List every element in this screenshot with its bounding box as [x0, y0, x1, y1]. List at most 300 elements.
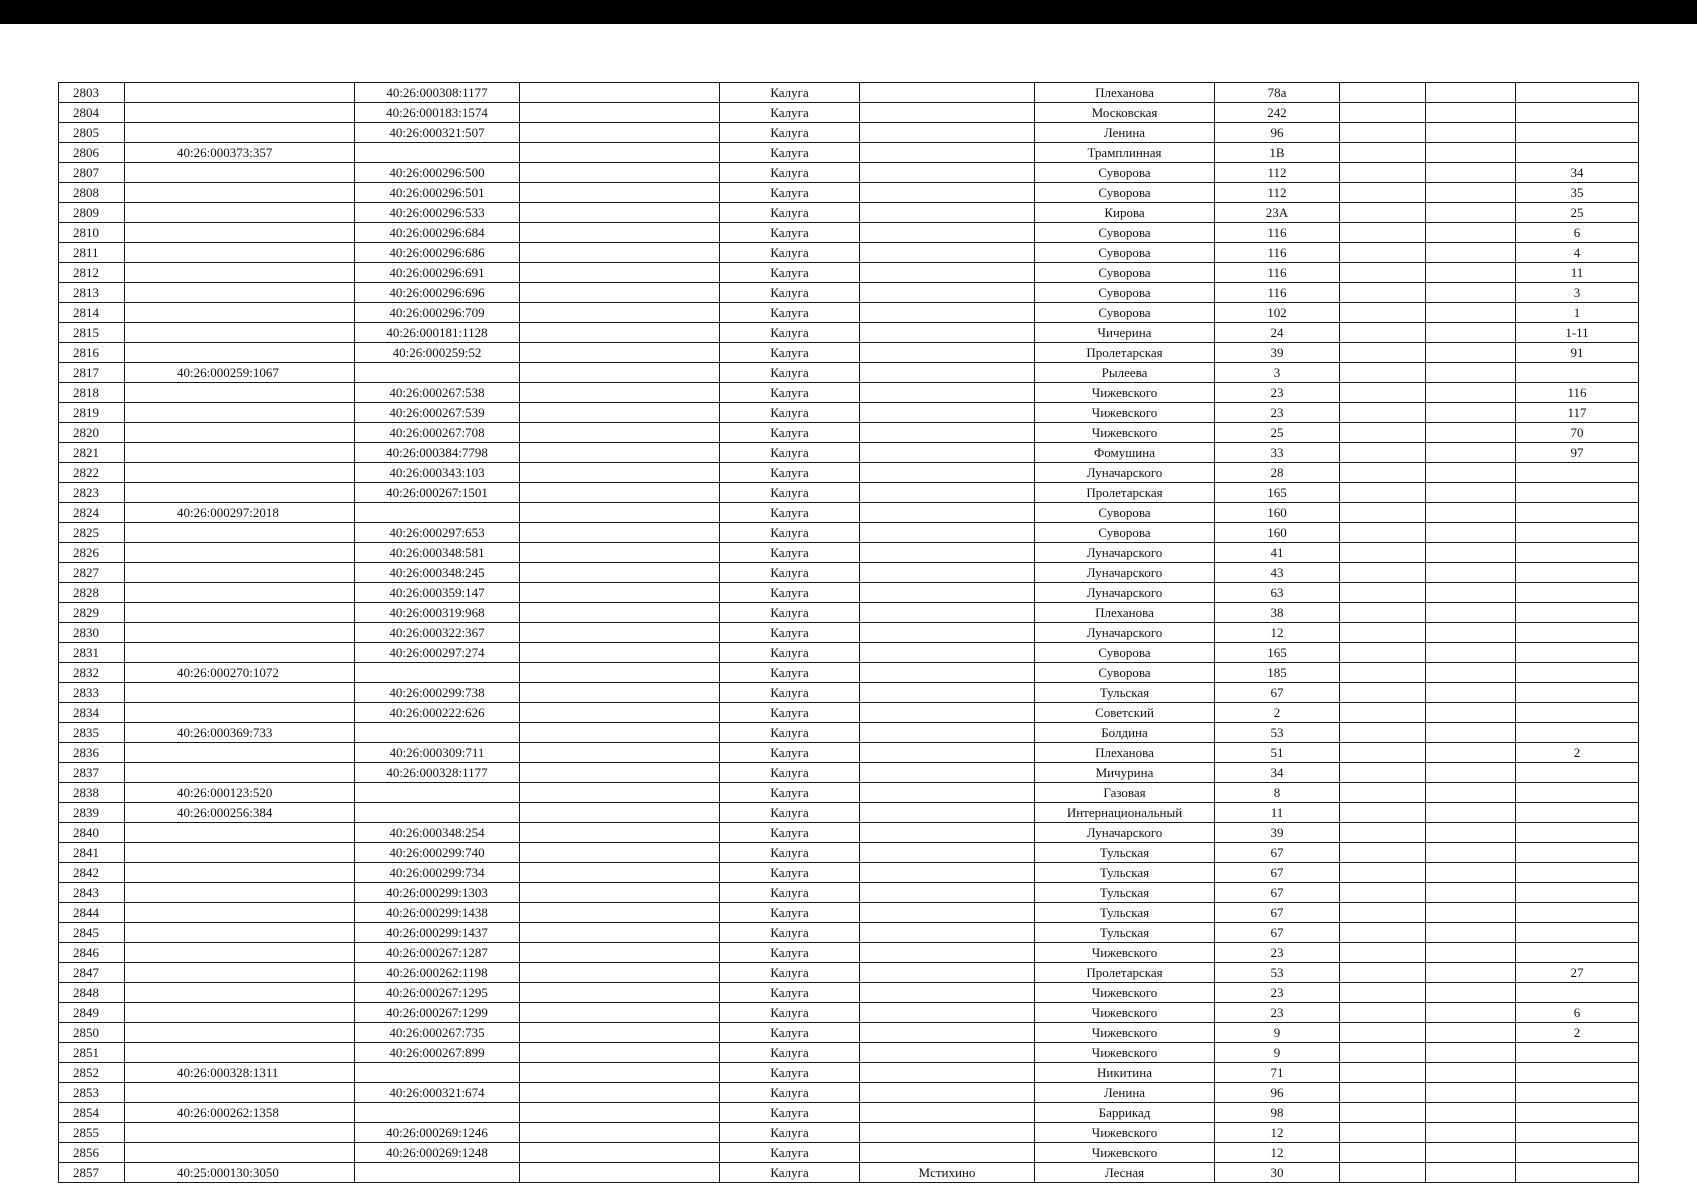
locality-cell	[860, 143, 1035, 163]
city-cell: Калуга	[720, 283, 860, 303]
empty-cell	[1340, 583, 1426, 603]
locality-cell	[860, 203, 1035, 223]
empty-cell	[520, 283, 720, 303]
empty-cell	[520, 703, 720, 723]
empty-cell	[520, 583, 720, 603]
empty-cell	[1426, 923, 1516, 943]
empty-cell	[1340, 1043, 1426, 1063]
street-cell: Суворова	[1035, 243, 1215, 263]
table-row	[59, 563, 1639, 583]
cadastral-number-secondary-cell: 40:26:000299:1437	[355, 923, 520, 943]
cadastral-number-secondary-cell: 40:26:000267:1299	[355, 1003, 520, 1023]
apartment-number-cell	[1516, 923, 1639, 943]
locality-cell	[860, 103, 1035, 123]
empty-cell	[1426, 383, 1516, 403]
row-number-cell: 2841	[59, 843, 125, 863]
row-number-cell: 2857	[59, 1163, 125, 1183]
row-number-cell: 2829	[59, 603, 125, 623]
apartment-number-cell: 2	[1516, 743, 1639, 763]
row-number-cell: 2814	[59, 303, 125, 323]
row-number-cell: 2820	[59, 423, 125, 443]
apartment-number-cell: 116	[1516, 383, 1639, 403]
empty-cell	[1340, 183, 1426, 203]
city-cell: Калуга	[720, 703, 860, 723]
cadastral-number-secondary-cell: 40:26:000348:245	[355, 563, 520, 583]
house-number-cell: 165	[1215, 643, 1340, 663]
street-cell: Суворова	[1035, 263, 1215, 283]
house-number-cell: 112	[1215, 183, 1340, 203]
house-number-cell: 24	[1215, 323, 1340, 343]
table-row	[59, 723, 1639, 743]
street-cell: Кирова	[1035, 203, 1215, 223]
empty-cell	[1340, 763, 1426, 783]
empty-cell	[520, 423, 720, 443]
empty-cell	[1426, 603, 1516, 623]
house-number-cell: 67	[1215, 883, 1340, 903]
empty-cell	[1426, 443, 1516, 463]
apartment-number-cell	[1516, 903, 1639, 923]
empty-cell	[1426, 523, 1516, 543]
empty-cell	[1426, 203, 1516, 223]
house-number-cell: 160	[1215, 503, 1340, 523]
street-cell: Чижевского	[1035, 1003, 1215, 1023]
table-row	[59, 363, 1639, 383]
house-number-cell: 165	[1215, 483, 1340, 503]
street-cell: Чижевского	[1035, 1123, 1215, 1143]
table-row	[59, 343, 1639, 363]
row-number-cell: 2827	[59, 563, 125, 583]
row-number-cell: 2840	[59, 823, 125, 843]
empty-cell	[520, 323, 720, 343]
cadastral-number-secondary-cell: 40:26:000299:1438	[355, 903, 520, 923]
street-cell: Пролетарская	[1035, 343, 1215, 363]
table-row	[59, 1143, 1639, 1163]
locality-cell	[860, 1143, 1035, 1163]
apartment-number-cell	[1516, 563, 1639, 583]
table-row	[59, 203, 1639, 223]
row-number-cell: 2825	[59, 523, 125, 543]
street-cell: Луначарского	[1035, 623, 1215, 643]
cadastral-number-cell	[125, 583, 355, 603]
empty-cell	[1426, 263, 1516, 283]
table-row	[59, 1163, 1639, 1183]
empty-cell	[1340, 823, 1426, 843]
city-cell: Калуга	[720, 83, 860, 103]
row-number-cell: 2831	[59, 643, 125, 663]
city-cell: Калуга	[720, 463, 860, 483]
house-number-cell: 2	[1215, 703, 1340, 723]
cadastral-number-cell	[125, 243, 355, 263]
street-cell: Пролетарская	[1035, 483, 1215, 503]
street-cell: Суворова	[1035, 163, 1215, 183]
locality-cell	[860, 623, 1035, 643]
empty-cell	[1426, 803, 1516, 823]
locality-cell	[860, 943, 1035, 963]
house-number-cell: 3	[1215, 363, 1340, 383]
empty-cell	[1426, 1023, 1516, 1043]
cadastral-number-secondary-cell: 40:26:000296:501	[355, 183, 520, 203]
street-cell: Чижевского	[1035, 1043, 1215, 1063]
city-cell: Калуга	[720, 223, 860, 243]
cadastral-number-secondary-cell: 40:26:000183:1574	[355, 103, 520, 123]
empty-cell	[1340, 303, 1426, 323]
locality-cell	[860, 283, 1035, 303]
apartment-number-cell: 97	[1516, 443, 1639, 463]
empty-cell	[1340, 743, 1426, 763]
table-row	[59, 443, 1639, 463]
empty-cell	[1340, 1163, 1426, 1183]
apartment-number-cell: 6	[1516, 223, 1639, 243]
house-number-cell: 12	[1215, 623, 1340, 643]
locality-cell	[860, 603, 1035, 623]
cadastral-number-secondary-cell	[355, 803, 520, 823]
house-number-cell: 43	[1215, 563, 1340, 583]
table-row	[59, 903, 1639, 923]
apartment-number-cell	[1516, 363, 1639, 383]
cadastral-number-cell	[125, 703, 355, 723]
street-cell: Тульская	[1035, 923, 1215, 943]
apartment-number-cell: 91	[1516, 343, 1639, 363]
empty-cell	[520, 943, 720, 963]
apartment-number-cell	[1516, 843, 1639, 863]
cadastral-number-cell	[125, 823, 355, 843]
locality-cell	[860, 963, 1035, 983]
empty-cell	[520, 1103, 720, 1123]
city-cell: Калуга	[720, 1003, 860, 1023]
city-cell: Калуга	[720, 523, 860, 543]
empty-cell	[1340, 123, 1426, 143]
empty-cell	[1340, 923, 1426, 943]
cadastral-number-cell	[125, 1083, 355, 1103]
city-cell: Калуга	[720, 743, 860, 763]
house-number-cell: 23	[1215, 943, 1340, 963]
city-cell: Калуга	[720, 1143, 860, 1163]
cadastral-number-secondary-cell: 40:26:000321:507	[355, 123, 520, 143]
empty-cell	[1340, 243, 1426, 263]
empty-cell	[1426, 1083, 1516, 1103]
cadastral-number-secondary-cell	[355, 1103, 520, 1123]
row-number-cell: 2805	[59, 123, 125, 143]
table-row	[59, 283, 1639, 303]
empty-cell	[1340, 83, 1426, 103]
table-row	[59, 823, 1639, 843]
empty-cell	[1340, 1063, 1426, 1083]
apartment-number-cell	[1516, 783, 1639, 803]
table-row	[59, 503, 1639, 523]
cadastral-number-cell	[125, 883, 355, 903]
cadastral-number-secondary-cell: 40:26:000308:1177	[355, 83, 520, 103]
street-cell: Чижевского	[1035, 1143, 1215, 1163]
empty-cell	[520, 543, 720, 563]
city-cell: Калуга	[720, 1103, 860, 1123]
apartment-number-cell	[1516, 823, 1639, 843]
cadastral-number-secondary-cell: 40:26:000299:1303	[355, 883, 520, 903]
empty-cell	[520, 483, 720, 503]
house-number-cell: 116	[1215, 283, 1340, 303]
table-row	[59, 783, 1639, 803]
cadastral-number-secondary-cell: 40:26:000262:1198	[355, 963, 520, 983]
row-number-cell: 2838	[59, 783, 125, 803]
cadastral-number-cell	[125, 223, 355, 243]
house-number-cell: 51	[1215, 743, 1340, 763]
row-number-cell: 2809	[59, 203, 125, 223]
city-cell: Калуга	[720, 1043, 860, 1063]
house-number-cell: 185	[1215, 663, 1340, 683]
empty-cell	[1426, 643, 1516, 663]
empty-cell	[1340, 283, 1426, 303]
empty-cell	[1340, 1023, 1426, 1043]
cadastral-number-cell	[125, 83, 355, 103]
cadastral-number-cell	[125, 343, 355, 363]
empty-cell	[520, 723, 720, 743]
cadastral-number-cell	[125, 1143, 355, 1163]
empty-cell	[1340, 323, 1426, 343]
house-number-cell: 67	[1215, 923, 1340, 943]
apartment-number-cell	[1516, 543, 1639, 563]
table-row	[59, 1083, 1639, 1103]
street-cell: Суворова	[1035, 523, 1215, 543]
apartment-number-cell: 2	[1516, 1023, 1639, 1043]
empty-cell	[1340, 403, 1426, 423]
city-cell: Калуга	[720, 303, 860, 323]
locality-cell	[860, 823, 1035, 843]
street-cell: Ленина	[1035, 1083, 1215, 1103]
row-number-cell: 2822	[59, 463, 125, 483]
row-number-cell: 2850	[59, 1023, 125, 1043]
empty-cell	[520, 1023, 720, 1043]
house-number-cell: 30	[1215, 1163, 1340, 1183]
empty-cell	[520, 403, 720, 423]
empty-cell	[1340, 683, 1426, 703]
row-number-cell: 2828	[59, 583, 125, 603]
table-row	[59, 743, 1639, 763]
empty-cell	[520, 863, 720, 883]
row-number-cell: 2832	[59, 663, 125, 683]
house-number-cell: 9	[1215, 1023, 1340, 1043]
apartment-number-cell: 11	[1516, 263, 1639, 283]
cadastral-number-cell	[125, 743, 355, 763]
table-row	[59, 323, 1639, 343]
empty-cell	[1340, 903, 1426, 923]
table-row	[59, 523, 1639, 543]
cadastral-number-cell	[125, 203, 355, 223]
empty-cell	[520, 343, 720, 363]
empty-cell	[1426, 943, 1516, 963]
street-cell: Чичерина	[1035, 323, 1215, 343]
apartment-number-cell	[1516, 943, 1639, 963]
city-cell: Калуга	[720, 503, 860, 523]
table-row	[59, 883, 1639, 903]
empty-cell	[520, 683, 720, 703]
locality-cell	[860, 503, 1035, 523]
table-row	[59, 943, 1639, 963]
city-cell: Калуга	[720, 923, 860, 943]
empty-cell	[520, 223, 720, 243]
cadastral-number-secondary-cell: 40:26:000269:1246	[355, 1123, 520, 1143]
empty-cell	[1340, 623, 1426, 643]
empty-cell	[1426, 883, 1516, 903]
row-number-cell: 2834	[59, 703, 125, 723]
apartment-number-cell	[1516, 1083, 1639, 1103]
empty-cell	[1340, 963, 1426, 983]
street-cell: Суворова	[1035, 283, 1215, 303]
locality-cell	[860, 383, 1035, 403]
locality-cell	[860, 1123, 1035, 1143]
cadastral-number-cell	[125, 643, 355, 663]
street-cell: Тульская	[1035, 863, 1215, 883]
apartment-number-cell	[1516, 463, 1639, 483]
cadastral-number-cell	[125, 283, 355, 303]
empty-cell	[1340, 103, 1426, 123]
empty-cell	[520, 903, 720, 923]
cadastral-number-cell	[125, 523, 355, 543]
city-cell: Калуга	[720, 683, 860, 703]
city-cell: Калуга	[720, 983, 860, 1003]
empty-cell	[520, 263, 720, 283]
cadastral-number-cell	[125, 1123, 355, 1143]
table-row	[59, 263, 1639, 283]
cadastral-number-secondary-cell: 40:26:000343:103	[355, 463, 520, 483]
row-number-cell: 2813	[59, 283, 125, 303]
row-number-cell: 2810	[59, 223, 125, 243]
table-row	[59, 983, 1639, 1003]
row-number-cell: 2846	[59, 943, 125, 963]
street-cell: Баррикад	[1035, 1103, 1215, 1123]
locality-cell	[860, 683, 1035, 703]
cadastral-number-cell: 40:26:000373:357	[125, 143, 355, 163]
street-cell: Плеханова	[1035, 743, 1215, 763]
house-number-cell: 116	[1215, 223, 1340, 243]
house-number-cell: 25	[1215, 423, 1340, 443]
house-number-cell: 63	[1215, 583, 1340, 603]
street-cell: Суворова	[1035, 223, 1215, 243]
empty-cell	[520, 1163, 720, 1183]
house-number-cell: 96	[1215, 1083, 1340, 1103]
empty-cell	[1340, 1003, 1426, 1023]
row-number-cell: 2847	[59, 963, 125, 983]
apartment-number-cell	[1516, 503, 1639, 523]
empty-cell	[520, 1043, 720, 1063]
house-number-cell: 38	[1215, 603, 1340, 623]
table-row	[59, 1023, 1639, 1043]
empty-cell	[520, 203, 720, 223]
empty-cell	[520, 463, 720, 483]
locality-cell	[860, 1083, 1035, 1103]
house-number-cell: 23А	[1215, 203, 1340, 223]
locality-cell	[860, 743, 1035, 763]
empty-cell	[520, 1083, 720, 1103]
city-cell: Калуга	[720, 483, 860, 503]
empty-cell	[1426, 143, 1516, 163]
street-cell: Чижевского	[1035, 403, 1215, 423]
row-number-cell: 2855	[59, 1123, 125, 1143]
empty-cell	[1426, 703, 1516, 723]
table-row	[59, 843, 1639, 863]
table-row	[59, 403, 1639, 423]
cadastral-number-secondary-cell: 40:26:000297:274	[355, 643, 520, 663]
row-number-cell: 2817	[59, 363, 125, 383]
empty-cell	[1426, 1063, 1516, 1083]
table-row	[59, 643, 1639, 663]
empty-cell	[1340, 703, 1426, 723]
cadastral-number-secondary-cell: 40:26:000296:696	[355, 283, 520, 303]
cadastral-number-cell	[125, 603, 355, 623]
locality-cell	[860, 263, 1035, 283]
city-cell: Калуга	[720, 343, 860, 363]
house-number-cell: 23	[1215, 1003, 1340, 1023]
city-cell: Калуга	[720, 1023, 860, 1043]
cadastral-number-cell: 40:26:000328:1311	[125, 1063, 355, 1083]
table-row	[59, 603, 1639, 623]
locality-cell	[860, 703, 1035, 723]
empty-cell	[1340, 783, 1426, 803]
locality-cell	[860, 83, 1035, 103]
empty-cell	[1340, 843, 1426, 863]
locality-cell	[860, 1003, 1035, 1023]
cadastral-number-cell	[125, 763, 355, 783]
table-row	[59, 863, 1639, 883]
street-cell: Чижевского	[1035, 943, 1215, 963]
empty-cell	[1340, 863, 1426, 883]
locality-cell	[860, 883, 1035, 903]
house-number-cell: 67	[1215, 843, 1340, 863]
house-number-cell: 34	[1215, 763, 1340, 783]
cadastral-number-cell	[125, 103, 355, 123]
empty-cell	[1426, 843, 1516, 863]
table-row	[59, 703, 1639, 723]
city-cell: Калуга	[720, 603, 860, 623]
apartment-number-cell	[1516, 103, 1639, 123]
city-cell: Калуга	[720, 803, 860, 823]
table-row	[59, 1123, 1639, 1143]
locality-cell	[860, 643, 1035, 663]
apartment-number-cell: 35	[1516, 183, 1639, 203]
house-number-cell: 28	[1215, 463, 1340, 483]
city-cell: Калуга	[720, 823, 860, 843]
cadastral-number-cell	[125, 903, 355, 923]
table-row	[59, 583, 1639, 603]
table-row	[59, 763, 1639, 783]
cadastral-number-secondary-cell: 40:26:000297:653	[355, 523, 520, 543]
empty-cell	[1340, 663, 1426, 683]
house-number-cell: 71	[1215, 1063, 1340, 1083]
empty-cell	[1426, 403, 1516, 423]
table-row	[59, 383, 1639, 403]
empty-cell	[520, 243, 720, 263]
house-number-cell: 39	[1215, 823, 1340, 843]
empty-cell	[1340, 1143, 1426, 1163]
empty-cell	[1426, 423, 1516, 443]
empty-cell	[1340, 343, 1426, 363]
locality-cell	[860, 243, 1035, 263]
empty-cell	[1340, 363, 1426, 383]
row-number-cell: 2811	[59, 243, 125, 263]
cadastral-number-cell	[125, 123, 355, 143]
row-number-cell: 2826	[59, 543, 125, 563]
table-row	[59, 83, 1639, 103]
locality-cell	[860, 543, 1035, 563]
empty-cell	[1426, 963, 1516, 983]
cadastral-number-cell: 40:26:000297:2018	[125, 503, 355, 523]
row-number-cell: 2843	[59, 883, 125, 903]
empty-cell	[1340, 643, 1426, 663]
row-number-cell: 2804	[59, 103, 125, 123]
empty-cell	[1340, 803, 1426, 823]
empty-cell	[520, 843, 720, 863]
street-cell: Луначарского	[1035, 543, 1215, 563]
city-cell: Калуга	[720, 123, 860, 143]
apartment-number-cell	[1516, 523, 1639, 543]
